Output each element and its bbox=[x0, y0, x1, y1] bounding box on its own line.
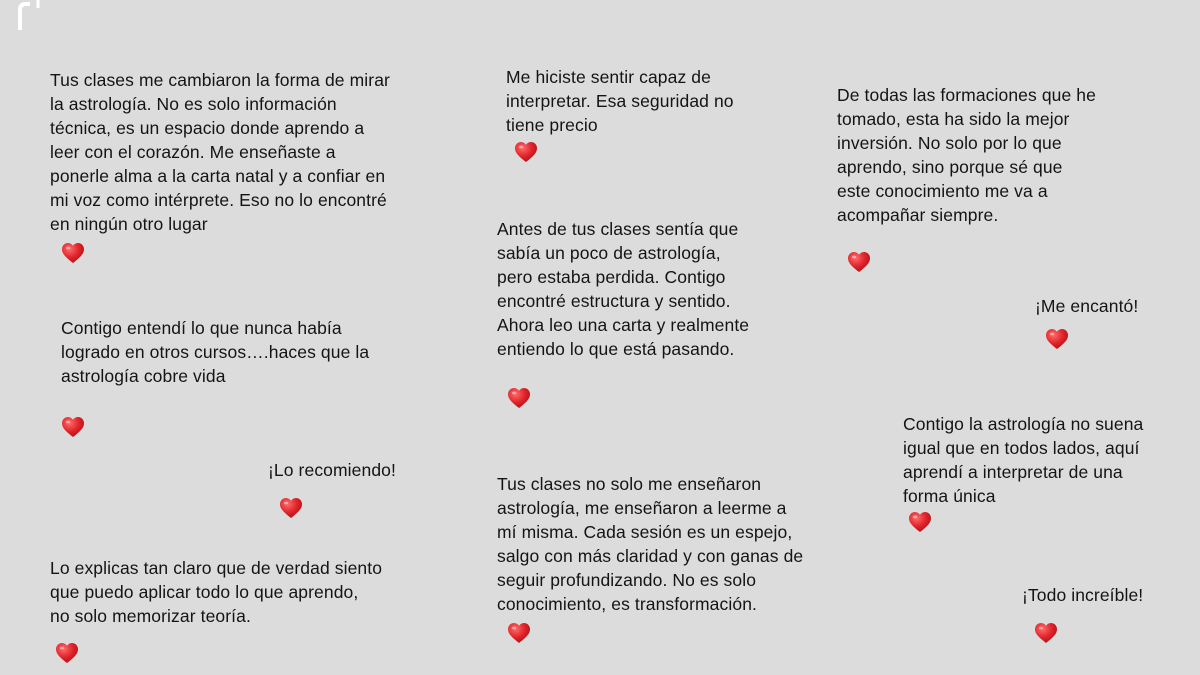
testimonial-6: Antes de tus clases sentía que sabía un poco de astrología, pero estaba perdida. Contigo encontré estructura y sentido. Ahora leo una carta y realmente entiendo lo que está pasando. bbox=[497, 219, 750, 359]
heart-icon bbox=[61, 416, 85, 438]
heart-icon bbox=[507, 387, 531, 409]
testimonial-5: Me hiciste sentir capaz de interpretar. Esa seguridad no tiene precio bbox=[506, 67, 734, 135]
heart-icon bbox=[507, 622, 531, 644]
heart-icon bbox=[847, 251, 871, 273]
testimonial-7: Tus clases no solo me enseñaron astrología, me enseñaron a leerme a mí misma. Cada sesión es un espejo, salgo con más claridad y con ganas de seguir profundizando. No es solo conocimiento, es transformación. bbox=[497, 474, 804, 614]
testimonial-1: Tus clases me cambiaron la forma de mirar la astrología. No es solo información técnica, es un espacio donde aprendo a leer con el corazón. Me enseñaste a ponerle alma a la carta natal y a confiar en mi voz como intérprete. Eso no lo encontré en ningún otro lugar bbox=[50, 70, 390, 234]
testimonial-9: ¡Me encantó! bbox=[1035, 296, 1139, 316]
corner-bracket-icon bbox=[16, 0, 46, 30]
testimonial-4: Lo explicas tan claro que de verdad siento que puedo aplicar todo lo que aprendo, no solo memorizar teoría. bbox=[50, 558, 383, 626]
heart-icon bbox=[55, 642, 79, 664]
heart-icon bbox=[514, 141, 538, 163]
heart-icon bbox=[1034, 622, 1058, 644]
testimonial-2: Contigo entendí lo que nunca había logrado en otros cursos….haces que la astrología cobre vida bbox=[61, 318, 370, 386]
heart-icon bbox=[1045, 328, 1069, 350]
heart-icon bbox=[61, 242, 85, 264]
heart-icon bbox=[908, 511, 932, 533]
testimonial-8: De todas las formaciones que he tomado, esta ha sido la mejor inversión. No solo por lo que aprendo, sino porque sé que este conocimiento me va a acompañar siempre. bbox=[837, 85, 1096, 225]
testimonial-3: ¡Lo recomiendo! bbox=[268, 460, 396, 480]
testimonial-11: ¡Todo increíble! bbox=[1022, 585, 1144, 605]
heart-icon bbox=[279, 497, 303, 519]
testimonial-10: Contigo la astrología no suena igual que en todos lados, aquí aprendí a interpretar de una forma única bbox=[903, 414, 1144, 506]
